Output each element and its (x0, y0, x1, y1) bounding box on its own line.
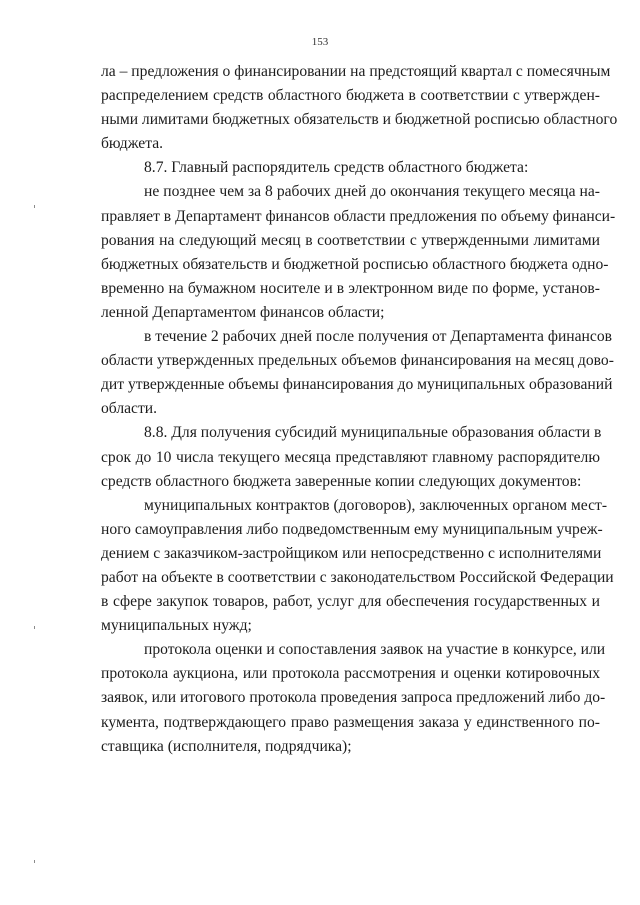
text-line: рования на следующий месяц в соответствии с утвержденными лимитами (101, 231, 600, 249)
text-line: протокола аукциона, или протокола рассмотрения и оценки котировочных (101, 665, 600, 683)
text-line: в сфере закупок товаров, работ, услуг для обеспечения государственных и (101, 593, 600, 611)
text-line: не позднее чем за 8 рабочих дней до окончания текущего месяца на- (144, 183, 600, 201)
text-line: области. (101, 400, 158, 418)
text-line: ленной Департаментом финансов области; (101, 303, 385, 321)
text-line: области утвержденных предельных объемов финансирования на месяц дово- (101, 352, 614, 370)
text-line: бюджетных обязательств и бюджетной росписью областного бюджета одно- (101, 255, 609, 273)
text-line: кумента, подтверждающего право размещения заказа у единственного по- (101, 713, 600, 731)
body-text (101, 60, 618, 759)
text-line: распределением средств областного бюджета в соответствии с утвержден- (101, 87, 600, 105)
section-heading-8-8: 8.8. Для получения субсидий муниципальные образования области в (144, 424, 602, 442)
text-line: дит утвержденные объемы финансирования до муниципальных образований (101, 376, 613, 394)
text-line: средств областного бюджета заверенные копии следующих документов: (101, 472, 582, 490)
text-line: работ на объекте в соответствии с законодательством Российской Федерации (101, 568, 614, 586)
text-line: протокола оценки и сопоставления заявок на участие в конкурсе, или (144, 641, 606, 659)
text-line: муниципальных нужд; (101, 617, 252, 635)
scan-mark (34, 626, 35, 629)
text-line: в течение 2 рабочих дней после получения от Департамента финансов (144, 328, 612, 346)
text-line: правляет в Департамент финансов области предложения по объему финанси- (101, 207, 616, 225)
scan-mark (34, 205, 35, 208)
text-line: дением с заказчиком-застройщиком или непосредственно с исполнителями (101, 544, 602, 562)
section-heading-8-7: 8.7. Главный распорядитель средств областного бюджета: (144, 159, 529, 177)
text-line: ными лимитами бюджетных обязательств и бюджетной росписью областного (101, 111, 618, 129)
text-line: ставщика (исполнителя, подрядчика); (101, 737, 352, 755)
text-line: заявок, или итогового протокола проведения запроса предложений либо до- (101, 689, 606, 707)
text-line: ла – предложения о финансировании на предстоящий квартал с помесячным (101, 63, 611, 80)
page-number: 153 (311, 36, 329, 48)
text-line: срок до 10 числа текущего месяца представляют главному распорядителю (101, 448, 600, 466)
text-line: временно на бумажном носителе и в электронном виде по форме, установ- (101, 279, 600, 297)
text-line: бюджета. (101, 135, 164, 153)
text-line: муниципальных контрактов (договоров), заключенных органом мест- (144, 496, 608, 514)
text-line: ного самоуправления либо подведомственным ему муниципальным учреж- (101, 520, 603, 538)
scan-mark (34, 860, 35, 863)
